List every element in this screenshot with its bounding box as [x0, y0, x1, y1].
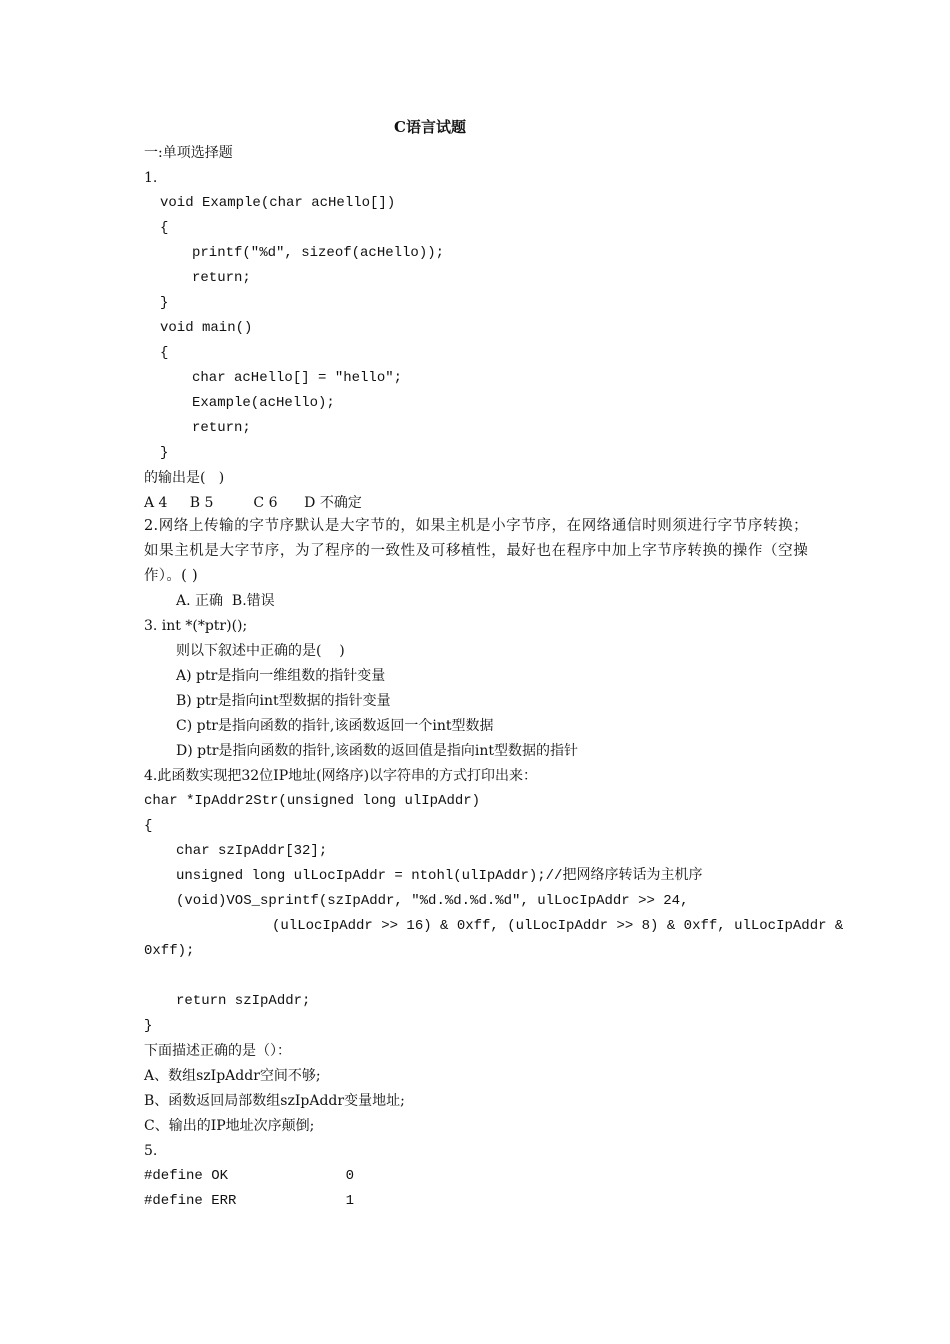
text-line: #define ERR 1 — [144, 1193, 355, 1209]
text-line: void Example(char acHello[]) — [160, 195, 396, 211]
text-line: return; — [192, 420, 251, 436]
text-line: } — [144, 1018, 153, 1034]
section-heading: 一:单项选择题 — [144, 145, 233, 161]
text-line: printf("%d", sizeof(acHello)); — [192, 245, 445, 261]
text-line: A) ptr是指向一维组数的指针变量 — [176, 668, 386, 684]
text-line: char *IpAddr2Str(unsigned long ulIpAddr) — [144, 793, 481, 809]
text-line: D) ptr是指向函数的指针,该函数的返回值是指向int型数据的指针 — [176, 743, 578, 759]
text-line: #define OK 0 — [144, 1168, 355, 1184]
text-line: 1. — [144, 170, 158, 186]
text-line: return szIpAddr; — [176, 993, 311, 1009]
page-title: C语言试题 — [394, 118, 466, 136]
text-line: { — [144, 818, 153, 834]
text-line: 3. int *(*ptr)(); — [144, 618, 248, 634]
text-line: (ulLocIpAddr >> 16) & 0xff, (ulLocIpAddr >> 8) & 0xff, ulLocIpAddr & — [272, 918, 844, 934]
text-line: char szIpAddr[32]; — [176, 843, 328, 859]
text-line: 5. — [144, 1143, 158, 1159]
text-line: 则以下叙述中正确的是( ) — [176, 643, 345, 659]
text-line: A. 正确 B.错误 — [176, 593, 275, 609]
text-line: { — [160, 220, 169, 236]
text-line: 4.此函数实现把32位IP地址(网络序)以字符串的方式打印出来： — [144, 768, 538, 784]
text-line: A、数组szIpAddr空间不够; — [144, 1068, 321, 1084]
text-line: B) ptr是指向int型数据的指针变量 — [176, 693, 391, 709]
text-line: } — [160, 295, 169, 311]
text-line: A 4 B 5 C 6 D 不确定 — [144, 495, 362, 511]
text-line: 下面描述正确的是（）： — [144, 1043, 291, 1059]
text-line: char acHello[] = "hello"; — [192, 370, 403, 386]
text-line: 0xff); — [144, 943, 195, 959]
text-line: C) ptr是指向函数的指针,该函数返回一个int型数据 — [176, 718, 494, 734]
text-line: 的输出是( ) — [144, 470, 225, 486]
text-line: unsigned long ulLocIpAddr = ntohl(ulIpAddr);//把网络序转话为主机序 — [176, 868, 703, 884]
text-line: Example(acHello); — [192, 395, 335, 411]
text-line: { — [160, 345, 169, 361]
text-line: B、函数返回局部数组szIpAddr变量地址; — [144, 1093, 405, 1109]
text-line: (void)VOS_sprintf(szIpAddr, "%d.%d.%d.%d", ulLocIpAddr >> 24, — [176, 893, 689, 909]
text-line: void main() — [160, 320, 253, 336]
text-line: } — [160, 445, 169, 461]
text-line: C、输出的IP地址次序颠倒; — [144, 1118, 315, 1134]
question-2-paragraph: 2.网络上传输的字节序默认是大字节的，如果主机是小字节序，在网络通信时则须进行字节序转换；如果主机是大字节序，为了程序的一致性及可移植性，最好也在程序中加上字节序转换的操作（空操作）。( ) — [144, 518, 808, 584]
text-line: return; — [192, 270, 251, 286]
